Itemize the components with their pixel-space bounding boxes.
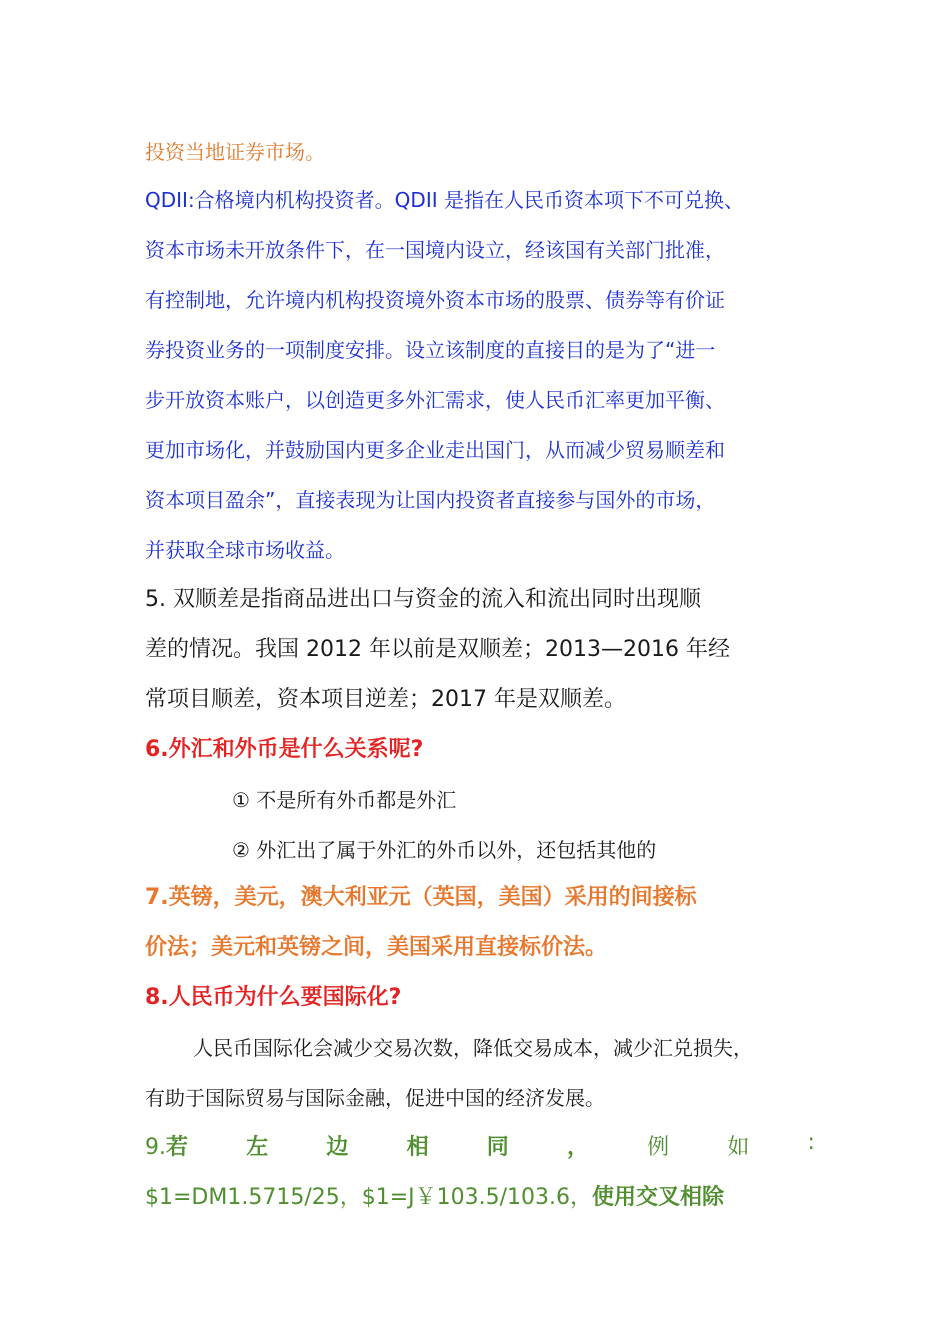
item9-word: 边 xyxy=(326,1135,349,1160)
item9-word: 相 xyxy=(406,1135,429,1160)
qdii-line-5: 步开放资本账户，以创造更多外汇需求，使人民币汇率更加平衡、 xyxy=(145,388,725,412)
item9-word: 左 xyxy=(246,1135,269,1160)
item8-line-2: 有助于国际贸易与国际金融，促进中国的经济发展。 xyxy=(145,1086,605,1110)
item9-number-and-word xyxy=(145,1130,188,1161)
item9-word: ， xyxy=(566,1135,589,1160)
item9-word: 例 xyxy=(647,1135,670,1160)
item9-spread-line xyxy=(145,1130,815,1161)
qdii-line-6: 更加市场化，并鼓励国内更多企业走出国门，从而减少贸易顺差和 xyxy=(145,438,725,462)
qdii-line-1: QDII:合格境内机构投资者。QDII 是指在人民币资本项下不可兑换、 xyxy=(145,188,744,212)
qdii-line-4: 券投资业务的一项制度安排。设立该制度的直接目的是为了“进一 xyxy=(145,338,716,362)
item8-line-1: 人民币国际化会减少交易次数，降低交易成本，减少汇兑损失， xyxy=(193,1036,753,1060)
item6-point-2: ② 外汇出了属于外汇的外币以外，还包括其他的 xyxy=(232,838,657,862)
item7-line-1: 7.英镑，美元，澳大利亚元（英国，美国）采用的间接标 xyxy=(145,885,697,910)
item9-word: 同 xyxy=(486,1135,509,1160)
qdii-line-8: 并获取全球市场收益。 xyxy=(145,538,345,562)
item5-line-3: 常项目顺差，资本项目逆差；2017 年是双顺差。 xyxy=(145,687,626,712)
item5-line-1: 5. 双顺差是指商品进出口与资金的流入和流出同时出现顺 xyxy=(145,587,701,612)
item6-heading: 6.外汇和外币是什么关系呢? xyxy=(145,737,424,762)
intro-tail-text: 投资当地证券市场。 xyxy=(145,140,325,164)
item9-word: 若 xyxy=(166,1135,189,1160)
item8-heading: 8.人民币为什么要国际化? xyxy=(145,985,402,1010)
item9-bold-tail: 使用交叉相除 xyxy=(592,1185,725,1210)
qdii-line-2: 资本市场未开放条件下，在一国境内设立，经该国有关部门批准， xyxy=(145,238,725,262)
item7-line-2: 价法；美元和英镑之间，美国采用直接标价法。 xyxy=(145,935,608,960)
item9-word: : xyxy=(807,1130,815,1155)
item9-rate-line xyxy=(145,1180,815,1211)
item9-number: 9. xyxy=(145,1135,166,1160)
item6-point-1: ① 不是所有外币都是外汇 xyxy=(232,788,457,812)
qdii-line-3: 有控制地，允许境内机构投资境外资本市场的股票、债券等有价证 xyxy=(145,288,725,312)
qdii-line-7: 资本项目盈余”，直接表现为让国内投资者直接参与国外的市场， xyxy=(145,488,716,512)
item5-line-2: 差的情况。我国 2012 年以前是双顺差；2013—2016 年经 xyxy=(145,637,730,662)
item9-rate-text: $1=DM1.5715/25，$1=J￥103.5/103.6， xyxy=(145,1185,593,1210)
item9-word: 如 xyxy=(727,1135,750,1160)
